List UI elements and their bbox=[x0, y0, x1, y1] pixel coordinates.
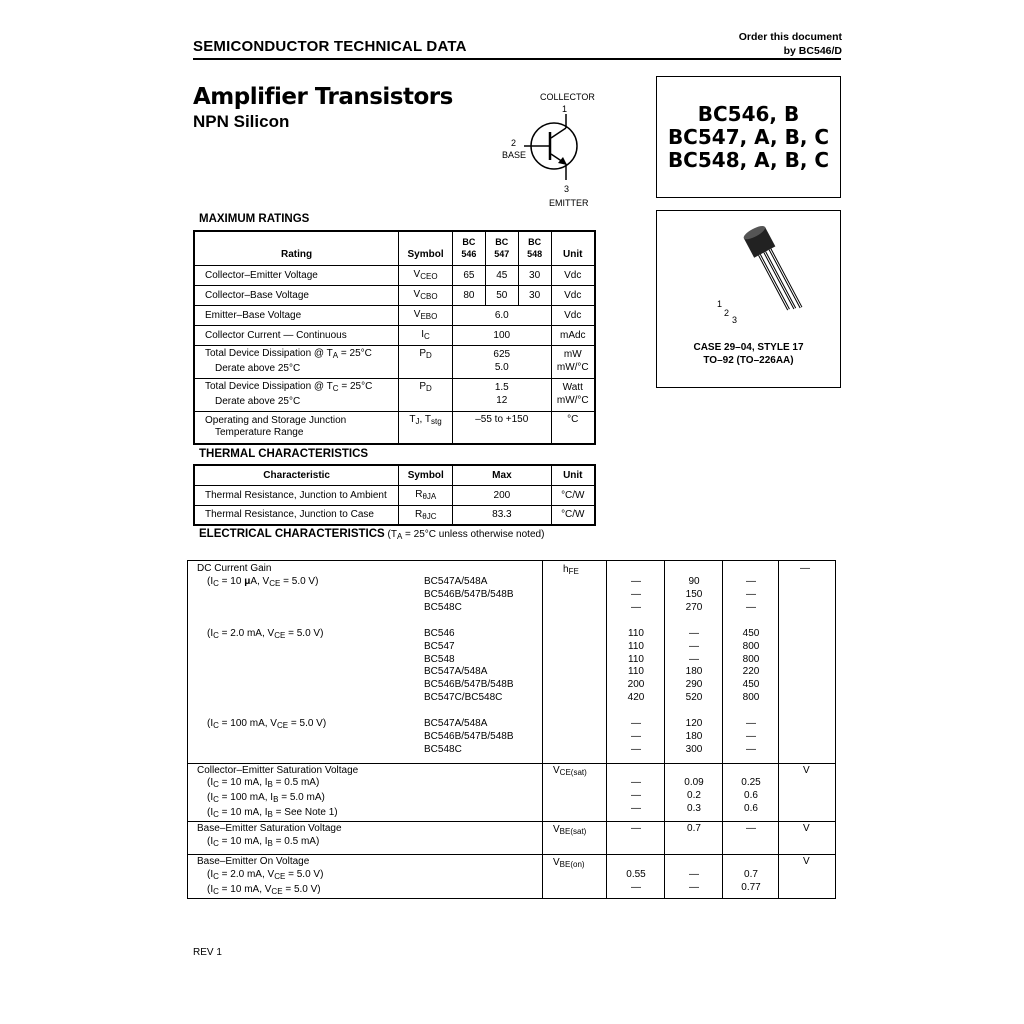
symbol-cell: $T_J$, $T_{stg}$ bbox=[399, 411, 453, 444]
hfe-label: DC Current Gain bbox=[197, 563, 272, 574]
test-condition: ($I_C = 2.0$ mA, $V_{CE} = 5.0$ V) bbox=[207, 628, 324, 640]
device-list: BC546 BC547 BC548 BC547A/548A BC546B/547B/548B BC547C/BC548C bbox=[424, 628, 514, 703]
max-values: — — — bbox=[746, 718, 756, 755]
col-header-unit: Unit bbox=[551, 231, 595, 265]
value-cell: 83.3 bbox=[453, 505, 551, 525]
value-cell: 45 bbox=[485, 265, 518, 285]
style-text: TO–92 (TO–226AA) bbox=[703, 355, 794, 366]
typ-values: 120 180 300 bbox=[685, 718, 703, 755]
part-number: BC547, A, B, C bbox=[667, 124, 830, 149]
table-row bbox=[194, 411, 595, 444]
vbeon-unit: V bbox=[803, 856, 810, 867]
package-caption bbox=[656, 341, 841, 367]
col-header-bc546: BC 546 bbox=[453, 231, 486, 265]
characteristic-cell: Thermal Resistance, Junction to Case bbox=[194, 505, 399, 525]
header-rule bbox=[193, 58, 841, 60]
case-text: CASE 29–04, STYLE 17 bbox=[693, 342, 804, 353]
part-number: BC546, B bbox=[697, 101, 800, 126]
value-cell: 100 bbox=[453, 325, 552, 345]
col-header-bc548: BC 548 bbox=[518, 231, 551, 265]
rating-cell: Collector–Emitter Voltage bbox=[194, 265, 399, 285]
collector-wire bbox=[551, 128, 566, 138]
unit-cell: Vdc bbox=[551, 305, 595, 325]
typ-values: — — — 180 290 520 bbox=[685, 628, 703, 703]
table-row bbox=[194, 378, 595, 411]
col-header-unit: Unit bbox=[551, 465, 595, 485]
value-cell: 1.5 12 bbox=[453, 378, 552, 411]
col-header-symbol: Symbol bbox=[399, 465, 453, 485]
unit-cell: Vdc bbox=[551, 285, 595, 305]
test-condition: ($I_C = 10$ mA, $I_B = 0.5$ mA) ($I_C = 100$ mA, $I_B = 5.0$ mA) ($I_C = 10$ mA, $I_B$ = See Note 1) bbox=[207, 777, 338, 819]
rating-cell: Total Device Dissipation @ $T_A = 25^\circ C$ Derate above 25°C bbox=[194, 345, 399, 378]
table-row bbox=[194, 345, 595, 378]
rating-cell: Operating and Storage Junction Temperature Range bbox=[194, 411, 399, 444]
vcesat-symbol: $V_{CE(sat)}$ bbox=[553, 765, 587, 777]
hfe-symbol: $h_{FE}$ bbox=[563, 564, 579, 576]
symbol-cell: $V_{EBO}$ bbox=[399, 305, 453, 325]
max-values: 0.7 0.77 bbox=[741, 869, 761, 893]
unit-cell: °C bbox=[551, 411, 595, 444]
min-values: — — — bbox=[631, 777, 641, 814]
symbol-cell: $V_{CBO}$ bbox=[399, 285, 453, 305]
test-condition: ($I_C = 10$ mA, $I_B = 0.5$ mA) bbox=[207, 836, 320, 848]
min-values: — — — bbox=[631, 576, 641, 613]
thermal-heading: THERMAL CHARACTERISTICS bbox=[199, 448, 369, 460]
page-title: Amplifier Transistors bbox=[193, 84, 453, 110]
test-condition: ($I_C = 10$ μA, $V_{CE} = 5.0$ V) bbox=[207, 576, 319, 588]
col-header-characteristic: Characteristic bbox=[194, 465, 399, 485]
unit-cell: Watt mW/°C bbox=[551, 378, 595, 411]
unit-cell: Vdc bbox=[551, 265, 595, 285]
device-list: BC547A/548A BC546B/547B/548B BC548C bbox=[424, 718, 514, 755]
max-values: 0.25 0.6 0.6 bbox=[741, 777, 761, 814]
rating-cell: Emitter–Base Voltage bbox=[194, 305, 399, 325]
max-values: 450 800 800 220 450 800 bbox=[742, 628, 760, 703]
value-cell: 65 bbox=[453, 265, 486, 285]
max-value: — bbox=[746, 823, 756, 834]
unit-cell: mW mW/°C bbox=[551, 345, 595, 378]
col-header-bc547: BC 547 bbox=[485, 231, 518, 265]
value-cell: 30 bbox=[518, 285, 551, 305]
electrical-heading: ELECTRICAL CHARACTERISTICS ($T_A = 25^\circ C$ unless otherwise noted) bbox=[199, 528, 545, 541]
min-values: 0.55 — bbox=[626, 869, 646, 893]
rating-cell: Total Device Dissipation @ $T_C = 25^\circ C$ Derate above 25°C bbox=[194, 378, 399, 411]
emitter-arrow-icon bbox=[558, 157, 567, 165]
characteristic-cell: Thermal Resistance, Junction to Ambient bbox=[194, 485, 399, 505]
order-line-2: by BC546/D bbox=[783, 45, 842, 57]
thermal-table bbox=[193, 464, 596, 526]
col-header-symbol: Symbol bbox=[399, 231, 453, 265]
unit-cell: mAdc bbox=[551, 325, 595, 345]
pin-1-label: 1 bbox=[717, 299, 723, 309]
part-number-box bbox=[656, 76, 841, 198]
table-row bbox=[194, 265, 595, 285]
unit-cell: °C/W bbox=[551, 485, 595, 505]
max-values: — — — bbox=[746, 576, 756, 613]
max-ratings-heading: MAXIMUM RATINGS bbox=[199, 213, 310, 225]
table-row bbox=[194, 285, 595, 305]
value-cell: 50 bbox=[485, 285, 518, 305]
vcesat-label: Collector–Emitter Saturation Voltage bbox=[197, 765, 359, 776]
vbesat-label: Base–Emitter Saturation Voltage bbox=[197, 823, 342, 834]
symbol-cell: $P_D$ bbox=[399, 378, 453, 411]
value-cell: 625 5.0 bbox=[453, 345, 552, 378]
pin-3-label: 3 bbox=[732, 315, 738, 325]
max-ratings-table bbox=[193, 230, 596, 445]
rating-cell: Collector Current — Continuous bbox=[194, 325, 399, 345]
test-condition: ($I_C = 2.0$ mA, $V_{CE} = 5.0$ V) ($I_C = 10$ mA, $V_{CE} = 5.0$ V) bbox=[207, 869, 324, 896]
to92-package-icon bbox=[657, 211, 842, 341]
typ-values: — — bbox=[689, 869, 699, 893]
hfe-unit: — bbox=[800, 563, 810, 574]
collector-pin: 1 bbox=[562, 104, 568, 114]
table-row bbox=[194, 325, 595, 345]
base-label: BASE bbox=[502, 150, 527, 160]
table-row bbox=[194, 305, 595, 325]
symbol-cell: $P_D$ bbox=[399, 345, 453, 378]
min-values: 110 110 110 110 200 420 bbox=[627, 628, 645, 703]
min-value: — bbox=[631, 823, 641, 834]
symbol-cell: $R_{\theta JC}$ bbox=[399, 505, 453, 525]
page-subtitle: NPN Silicon bbox=[193, 112, 290, 131]
vbeon-label: Base–Emitter On Voltage bbox=[197, 856, 310, 867]
emitter-pin: 3 bbox=[564, 184, 570, 194]
typ-value: 0.7 bbox=[687, 823, 701, 834]
base-pin: 2 bbox=[511, 138, 517, 148]
pin-2-label: 2 bbox=[724, 308, 730, 318]
section-title: SEMICONDUCTOR TECHNICAL DATA bbox=[193, 38, 467, 55]
typ-values: 0.09 0.2 0.3 bbox=[684, 777, 704, 814]
unit-cell: °C/W bbox=[551, 505, 595, 525]
value-cell: 6.0 bbox=[453, 305, 552, 325]
value-cell: 200 bbox=[453, 485, 551, 505]
vbeon-symbol: $V_{BE(on)}$ bbox=[553, 857, 585, 869]
device-list: BC547A/548A BC546B/547B/548B BC548C bbox=[424, 576, 514, 613]
test-condition: ($I_C = 100$ mA, $V_{CE} = 5.0$ V) bbox=[207, 718, 327, 730]
value-cell: 80 bbox=[453, 285, 486, 305]
typ-values: 90 150 270 bbox=[685, 576, 703, 613]
part-number: BC548, A, B, C bbox=[667, 147, 830, 172]
vbesat-symbol: $V_{BE(sat)}$ bbox=[553, 824, 587, 836]
table-row bbox=[194, 485, 595, 505]
rating-cell: Collector–Base Voltage bbox=[194, 285, 399, 305]
symbol-cell: $R_{\theta JA}$ bbox=[399, 485, 453, 505]
revision-label: REV 1 bbox=[193, 947, 222, 958]
collector-label: COLLECTOR bbox=[540, 92, 595, 102]
min-values: — — — bbox=[631, 718, 641, 755]
symbol-cell: $I_C$ bbox=[399, 325, 453, 345]
col-header-rating: Rating bbox=[194, 231, 399, 265]
order-info bbox=[739, 30, 842, 58]
vcesat-unit: V bbox=[803, 765, 810, 776]
col-header-max: Max bbox=[453, 465, 551, 485]
value-cell: –55 to +150 bbox=[453, 411, 552, 444]
emitter-label: EMITTER bbox=[549, 198, 589, 208]
table-row bbox=[194, 505, 595, 525]
vbesat-unit: V bbox=[803, 823, 810, 834]
symbol-cell: $V_{CEO}$ bbox=[399, 265, 453, 285]
value-cell: 30 bbox=[518, 265, 551, 285]
npn-transistor-symbol bbox=[498, 88, 608, 213]
order-line-1: Order this document bbox=[738, 31, 842, 43]
